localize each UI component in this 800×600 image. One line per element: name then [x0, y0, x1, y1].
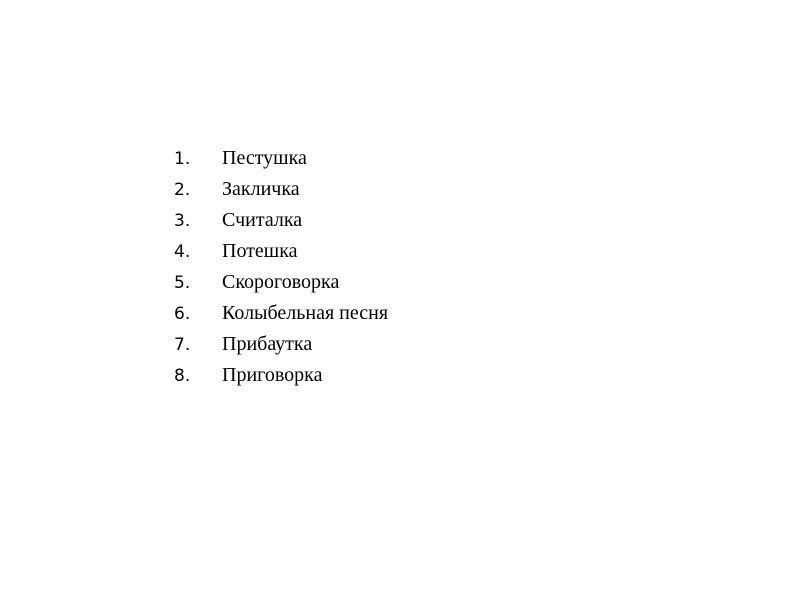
- list-item-text: Считалка: [222, 209, 303, 231]
- list-item: [174, 267, 388, 298]
- list-item-number: 5.: [174, 272, 191, 293]
- list-item-text: Пестушка: [222, 147, 307, 169]
- list-item-text: Приговорка: [222, 364, 323, 386]
- list-item: [174, 298, 388, 329]
- list-item-text: Прибаутка: [222, 333, 313, 355]
- list-item-text: Потешка: [222, 240, 298, 262]
- list-item: [174, 329, 388, 360]
- list-item: [174, 174, 388, 205]
- list-item: [174, 360, 388, 391]
- list-item-number: 6.: [174, 303, 191, 324]
- list-item-number: 1.: [174, 148, 191, 169]
- list-item-number: 8.: [174, 365, 191, 386]
- list-item-number: 4.: [174, 241, 191, 262]
- numbered-list: [174, 143, 388, 391]
- list-item: [174, 143, 388, 174]
- list-item-number: 2.: [174, 179, 191, 200]
- list-item-text: Скороговорка: [222, 271, 340, 293]
- list-item-text: Закличка: [222, 178, 300, 200]
- list-item-text: Колыбельная песня: [222, 302, 389, 324]
- list-item-number: 3.: [174, 210, 191, 231]
- list-item-number: 7.: [174, 334, 191, 355]
- list-item: [174, 205, 388, 236]
- list-item: [174, 236, 388, 267]
